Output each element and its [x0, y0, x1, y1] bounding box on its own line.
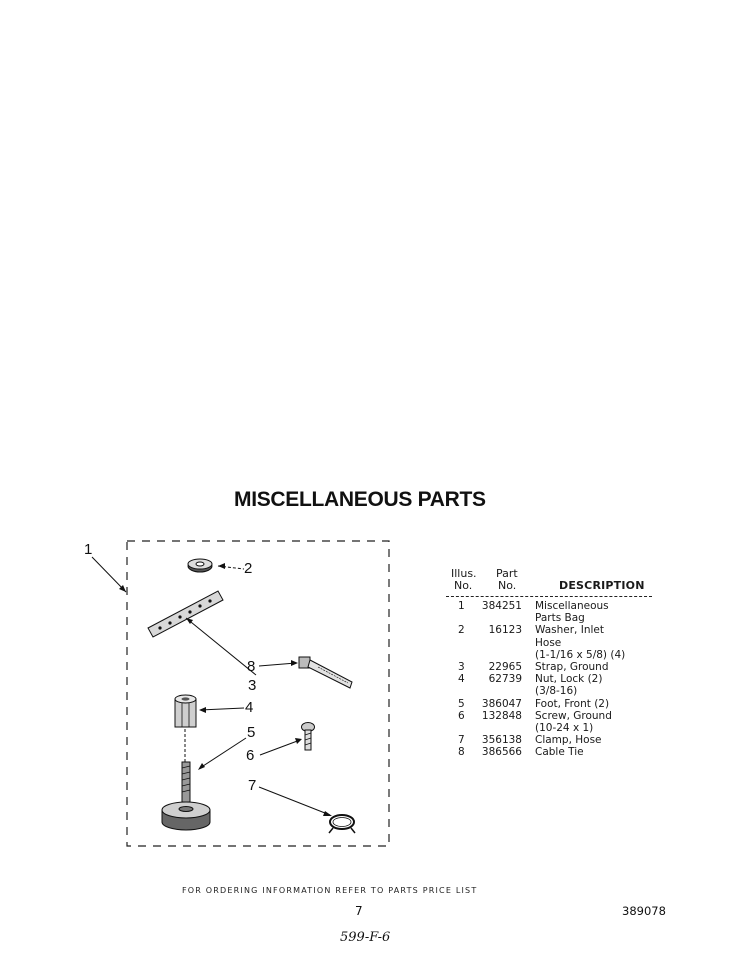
description-line: Foot, Front (2)	[535, 697, 610, 710]
handwritten-note: 599-F-6	[340, 930, 391, 945]
part-number: 356138	[481, 734, 522, 747]
callout-8: 8	[247, 658, 256, 675]
callout-5: 5	[247, 724, 256, 741]
page-title: MISCELLANEOUS PARTS	[234, 488, 486, 511]
description-line: (3/8-16)	[535, 685, 578, 698]
description-line: Miscellaneous	[535, 600, 609, 612]
description-line: Washer, Inlet	[535, 624, 604, 637]
callout-3: 3	[248, 677, 257, 694]
illus-number: 7	[458, 734, 465, 747]
description-line: Strap, Ground	[535, 661, 609, 674]
parts-bag-outline	[127, 541, 389, 846]
callout-7: 7	[248, 777, 257, 794]
part-description	[535, 661, 652, 673]
part-description	[535, 673, 652, 697]
illus-number: 1	[458, 600, 465, 612]
part-description	[535, 600, 652, 624]
document-number: 389078	[622, 904, 666, 918]
table-row	[446, 624, 652, 661]
header-description: DESCRIPTION	[559, 579, 645, 592]
ordering-info-note: FOR ORDERING INFORMATION REFER TO PARTS PRICE LIST	[182, 886, 478, 895]
illus-number: 4	[458, 673, 465, 686]
part-number: 22965	[488, 661, 522, 674]
part-number: 384251	[481, 600, 522, 612]
header-illus-no: No.	[454, 579, 473, 592]
description-line: (10-24 x 1)	[535, 722, 594, 735]
table-row	[446, 746, 652, 758]
page-number: 7	[355, 904, 363, 918]
illus-number: 3	[458, 661, 465, 674]
table-body	[446, 597, 652, 759]
part-number: 386566	[481, 746, 522, 759]
illus-number: 5	[458, 697, 465, 710]
table-row	[446, 661, 652, 673]
table-row	[446, 710, 652, 734]
parts-diagram	[80, 535, 400, 855]
part-number: 132848	[481, 709, 522, 722]
description-line: Parts Bag	[535, 612, 585, 625]
table-row	[446, 600, 652, 624]
description-line: Clamp, Hose	[535, 734, 602, 747]
hose-clamp-icon	[329, 815, 355, 833]
part-description	[535, 624, 652, 661]
header-part: Part	[496, 567, 518, 580]
part-description	[535, 698, 652, 710]
description-line: (1-1/16 x 5/8) (4)	[535, 648, 626, 661]
ground-strap-icon	[148, 591, 223, 637]
description-line: Cable Tie	[535, 746, 584, 759]
part-description	[535, 746, 652, 758]
header-part-no: No.	[498, 579, 517, 592]
description-line: Screw, Ground	[535, 709, 612, 722]
part-description	[535, 734, 652, 746]
table-row	[446, 734, 652, 746]
washer-icon	[188, 559, 212, 572]
ground-screw-icon	[302, 723, 315, 751]
callout-4: 4	[245, 699, 254, 716]
callout-6: 6	[246, 747, 255, 764]
lock-nut-icon	[175, 695, 196, 727]
callout-2: 2	[244, 560, 253, 577]
table-header	[446, 566, 652, 597]
callout-1: 1	[84, 541, 93, 558]
part-number: 386047	[481, 697, 522, 710]
parts-table	[446, 566, 652, 759]
part-number: 16123	[488, 624, 522, 637]
illus-number: 8	[458, 746, 465, 759]
description-line: Nut, Lock (2)	[535, 673, 603, 686]
table-row	[446, 698, 652, 710]
illus-number: 6	[458, 709, 465, 722]
description-line: Hose	[535, 636, 562, 649]
header-illus: Illus.	[451, 567, 477, 580]
part-description	[535, 710, 652, 734]
part-number: 62739	[488, 673, 522, 686]
cable-tie-icon	[299, 657, 352, 688]
table-row	[446, 673, 652, 697]
front-foot-icon	[162, 762, 210, 830]
illus-number: 2	[458, 624, 465, 637]
